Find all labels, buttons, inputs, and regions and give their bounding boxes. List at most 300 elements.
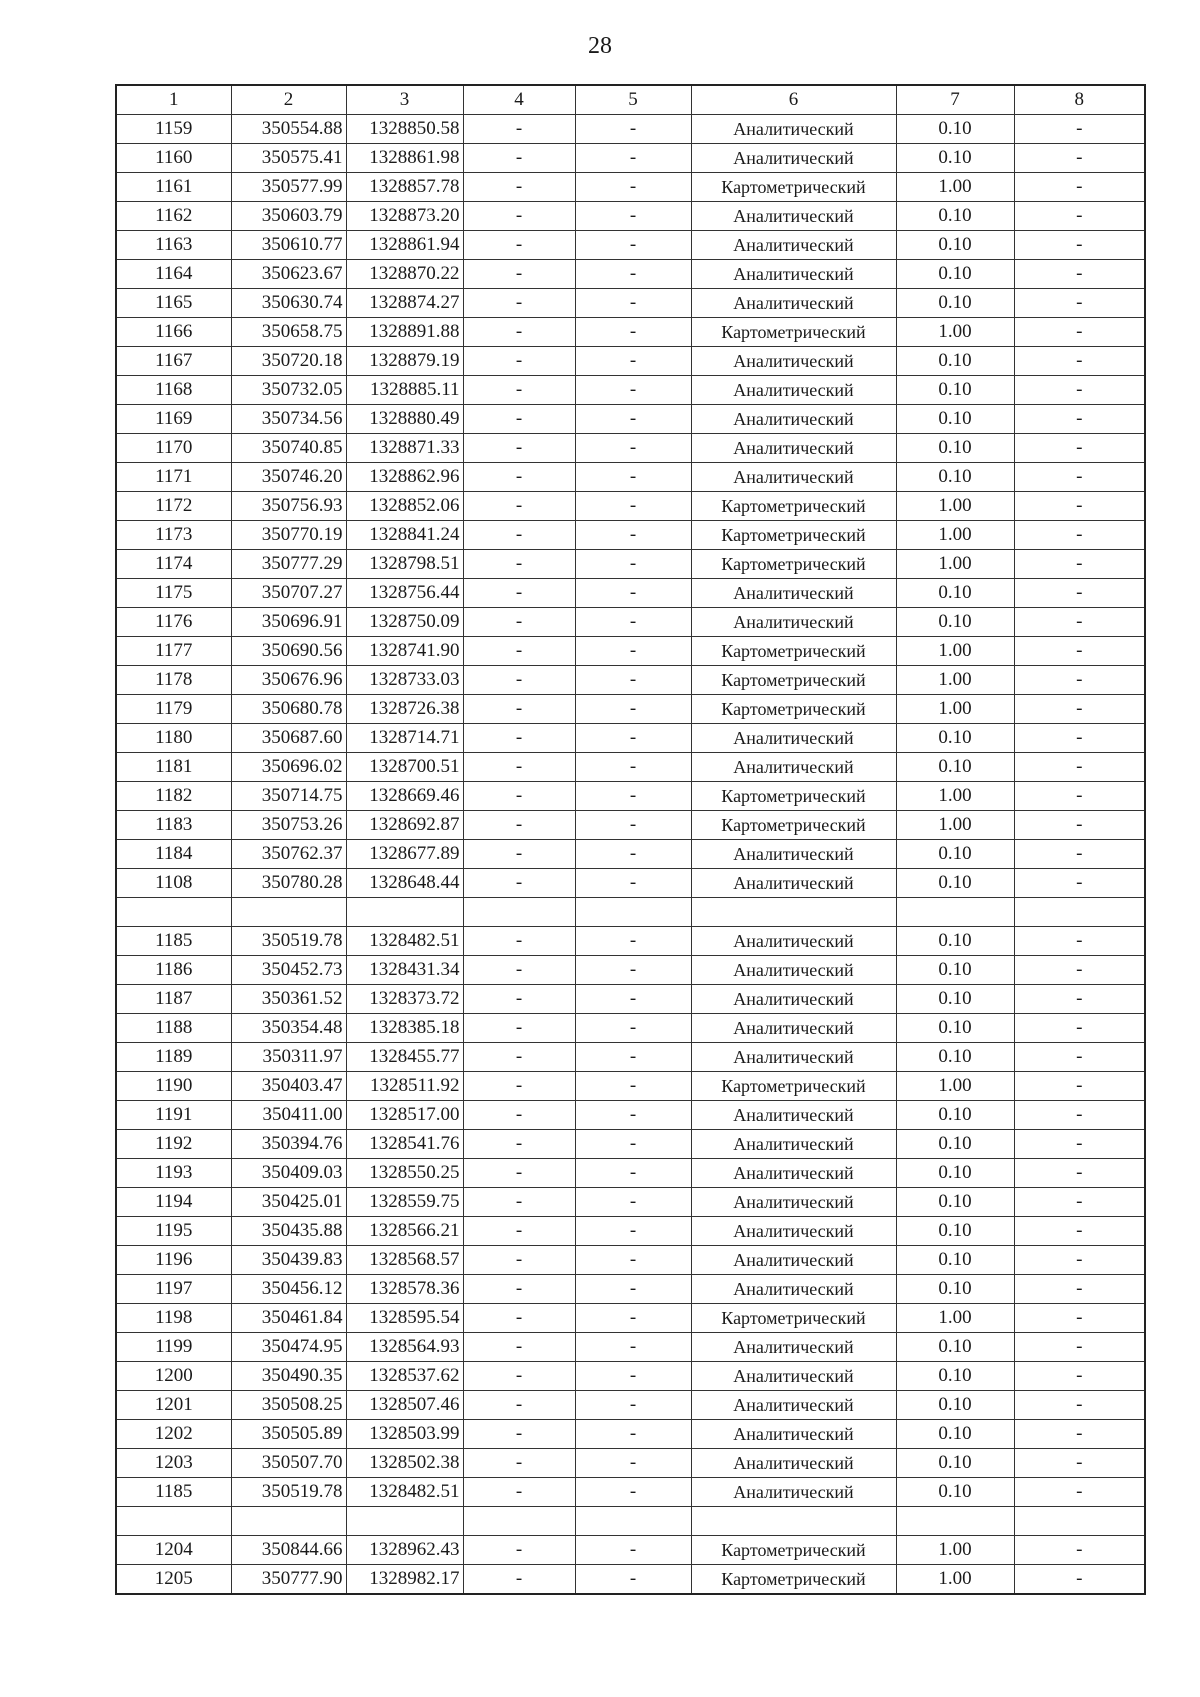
table-cell: 1166 — [116, 318, 231, 347]
table-cell: - — [575, 811, 691, 840]
table-row — [116, 1449, 1145, 1478]
table-cell: 350720.18 — [231, 347, 346, 376]
table-cell: 350753.26 — [231, 811, 346, 840]
table-cell: - — [575, 1188, 691, 1217]
table-cell: - — [463, 463, 575, 492]
table-cell: - — [575, 1304, 691, 1333]
table-cell: 1328861.98 — [346, 144, 463, 173]
table-cell: - — [575, 1014, 691, 1043]
table-cell: - — [575, 1449, 691, 1478]
table-cell: - — [463, 1449, 575, 1478]
table-row — [116, 1333, 1145, 1362]
table-cell: 1205 — [116, 1565, 231, 1595]
table-cell: - — [463, 666, 575, 695]
table-cell: Картометрический — [691, 492, 896, 521]
table-cell: 1176 — [116, 608, 231, 637]
table-cell: - — [1014, 1217, 1145, 1246]
table-cell: 1182 — [116, 782, 231, 811]
table-row — [116, 1246, 1145, 1275]
table-cell: Аналитический — [691, 956, 896, 985]
page-number: 28 — [588, 33, 612, 59]
table-cell: Аналитический — [691, 1391, 896, 1420]
table-cell: Аналитический — [691, 840, 896, 869]
table-cell: - — [1014, 521, 1145, 550]
table-cell: 1328669.46 — [346, 782, 463, 811]
table-cell: 0.10 — [896, 1391, 1014, 1420]
table-cell: 1328879.19 — [346, 347, 463, 376]
table-cell: 350780.28 — [231, 869, 346, 898]
table-cell: 1328566.21 — [346, 1217, 463, 1246]
table-row — [116, 289, 1145, 318]
table-cell: - — [1014, 637, 1145, 666]
table-cell: 1328692.87 — [346, 811, 463, 840]
table-cell: - — [575, 376, 691, 405]
table-cell: 1328962.43 — [346, 1536, 463, 1565]
table-cell: 1188 — [116, 1014, 231, 1043]
table-cell: Аналитический — [691, 405, 896, 434]
table-cell: 1328852.06 — [346, 492, 463, 521]
table-cell: - — [575, 521, 691, 550]
table-cell — [691, 1507, 896, 1536]
table-cell: - — [463, 115, 575, 144]
table-cell: - — [1014, 1333, 1145, 1362]
table-row — [116, 550, 1145, 579]
table-cell — [463, 1507, 575, 1536]
table-cell: 1328756.44 — [346, 579, 463, 608]
table-cell: 350311.97 — [231, 1043, 346, 1072]
table-row — [116, 1362, 1145, 1391]
table-cell: 0.10 — [896, 376, 1014, 405]
table-cell: - — [463, 637, 575, 666]
table-cell: 350658.75 — [231, 318, 346, 347]
table-cell: 0.10 — [896, 115, 1014, 144]
table-row — [116, 1304, 1145, 1333]
table-cell: - — [1014, 144, 1145, 173]
table-row — [116, 753, 1145, 782]
table-cell: 1328537.62 — [346, 1362, 463, 1391]
table-cell: - — [1014, 695, 1145, 724]
table-row — [116, 202, 1145, 231]
table-cell: 1197 — [116, 1275, 231, 1304]
table-cell: Аналитический — [691, 1101, 896, 1130]
table-cell: 1.00 — [896, 1536, 1014, 1565]
table-cell: 1.00 — [896, 666, 1014, 695]
table-cell — [463, 898, 575, 927]
table-cell: - — [463, 1304, 575, 1333]
table-cell: - — [1014, 782, 1145, 811]
table-cell: - — [575, 1072, 691, 1101]
table-cell: - — [463, 173, 575, 202]
table-cell: 0.10 — [896, 1449, 1014, 1478]
table-cell: Аналитический — [691, 115, 896, 144]
table-row — [116, 1565, 1145, 1595]
table-cell: 0.10 — [896, 405, 1014, 434]
table-row — [116, 1101, 1145, 1130]
table-cell: 350756.93 — [231, 492, 346, 521]
table-cell: - — [575, 1275, 691, 1304]
table-row — [116, 521, 1145, 550]
table-cell: 1181 — [116, 753, 231, 782]
table-cell: 1328880.49 — [346, 405, 463, 434]
table-cell: 0.10 — [896, 927, 1014, 956]
table-cell: 1328726.38 — [346, 695, 463, 724]
column-header-7: 7 — [896, 85, 1014, 115]
table-cell: 350508.25 — [231, 1391, 346, 1420]
table-cell: - — [463, 1536, 575, 1565]
table-cell: - — [1014, 956, 1145, 985]
table-cell: 1328874.27 — [346, 289, 463, 318]
table-cell: - — [575, 1565, 691, 1595]
table-cell: 1.00 — [896, 492, 1014, 521]
table-cell: 1328861.94 — [346, 231, 463, 260]
table-cell: Аналитический — [691, 1449, 896, 1478]
table-cell: - — [463, 376, 575, 405]
table-cell: 1177 — [116, 637, 231, 666]
table-cell: - — [1014, 1275, 1145, 1304]
table-cell: - — [1014, 173, 1145, 202]
table-cell: - — [463, 1217, 575, 1246]
table-row — [116, 927, 1145, 956]
table-cell: - — [463, 956, 575, 985]
table-cell: - — [463, 1043, 575, 1072]
table-cell: 1328891.88 — [346, 318, 463, 347]
table-row — [116, 463, 1145, 492]
table-cell: 0.10 — [896, 1275, 1014, 1304]
table-cell: - — [463, 550, 575, 579]
table-cell: 0.10 — [896, 260, 1014, 289]
table-row — [116, 1014, 1145, 1043]
table-row — [116, 1420, 1145, 1449]
table-row — [116, 115, 1145, 144]
table-cell: 1199 — [116, 1333, 231, 1362]
table-cell: 1169 — [116, 405, 231, 434]
table-cell: 1203 — [116, 1449, 231, 1478]
table-cell: - — [1014, 1391, 1145, 1420]
table-cell: - — [463, 1275, 575, 1304]
table-cell: Картометрический — [691, 1565, 896, 1595]
table-cell: - — [1014, 608, 1145, 637]
table-cell: - — [463, 869, 575, 898]
table-cell: - — [575, 1536, 691, 1565]
table-cell: 350575.41 — [231, 144, 346, 173]
column-header-6: 6 — [691, 85, 896, 115]
table-cell: - — [1014, 115, 1145, 144]
table-cell — [575, 898, 691, 927]
table-row — [116, 405, 1145, 434]
table-cell: - — [575, 202, 691, 231]
table-cell: 1328741.90 — [346, 637, 463, 666]
table-cell: 350732.05 — [231, 376, 346, 405]
table-cell: - — [463, 927, 575, 956]
table-cell: Картометрический — [691, 811, 896, 840]
table-cell: 1328507.46 — [346, 1391, 463, 1420]
table-row — [116, 1478, 1145, 1507]
table-cell: - — [463, 579, 575, 608]
table-cell: - — [463, 1188, 575, 1217]
table-cell: Аналитический — [691, 1362, 896, 1391]
table-cell: 1328455.77 — [346, 1043, 463, 1072]
table-cell: 1328700.51 — [346, 753, 463, 782]
table-cell: 0.10 — [896, 1014, 1014, 1043]
table-cell: 0.10 — [896, 1333, 1014, 1362]
table-cell: - — [463, 521, 575, 550]
table-cell: 350411.00 — [231, 1101, 346, 1130]
table-cell: 0.10 — [896, 1362, 1014, 1391]
table-cell: Картометрический — [691, 318, 896, 347]
table-cell: 0.10 — [896, 1101, 1014, 1130]
table-cell — [896, 1507, 1014, 1536]
table-cell: Аналитический — [691, 985, 896, 1014]
table-cell: - — [463, 1130, 575, 1159]
table-cell: - — [1014, 550, 1145, 579]
table-header — [116, 85, 1145, 115]
table-row — [116, 956, 1145, 985]
table-cell: - — [1014, 666, 1145, 695]
table-cell: 1328578.36 — [346, 1275, 463, 1304]
table-cell: - — [463, 202, 575, 231]
table-cell: 1328862.96 — [346, 463, 463, 492]
table-cell: 1328568.57 — [346, 1246, 463, 1275]
table-cell: 1187 — [116, 985, 231, 1014]
table-cell: 350690.56 — [231, 637, 346, 666]
table-cell: 1202 — [116, 1420, 231, 1449]
table-cell: 350403.47 — [231, 1072, 346, 1101]
table-cell: - — [575, 318, 691, 347]
table-cell: - — [463, 1101, 575, 1130]
table-cell: 1328431.34 — [346, 956, 463, 985]
table-cell: 1.00 — [896, 637, 1014, 666]
table-cell: 1.00 — [896, 1565, 1014, 1595]
table-cell: 0.10 — [896, 1159, 1014, 1188]
table-cell: Картометрический — [691, 550, 896, 579]
table-cell: - — [1014, 405, 1145, 434]
table-cell: - — [1014, 202, 1145, 231]
table-cell: - — [463, 1420, 575, 1449]
table-cell: Аналитический — [691, 289, 896, 318]
table-cell: Аналитический — [691, 753, 896, 782]
table-cell: 350770.19 — [231, 521, 346, 550]
table-cell: 1328798.51 — [346, 550, 463, 579]
table-cell: 0.10 — [896, 724, 1014, 753]
table-cell: - — [1014, 1043, 1145, 1072]
table-cell: - — [1014, 492, 1145, 521]
table-cell: - — [1014, 1565, 1145, 1595]
table-cell: 1170 — [116, 434, 231, 463]
table-cell: 350696.91 — [231, 608, 346, 637]
column-header-3: 3 — [346, 85, 463, 115]
table-cell: 1108 — [116, 869, 231, 898]
table-cell: 1328733.03 — [346, 666, 463, 695]
table-cell: - — [463, 782, 575, 811]
table-cell: 0.10 — [896, 985, 1014, 1014]
table-cell: Аналитический — [691, 434, 896, 463]
table-cell: 0.10 — [896, 753, 1014, 782]
table-cell: 350762.37 — [231, 840, 346, 869]
table-cell: - — [575, 695, 691, 724]
table-cell: 350603.79 — [231, 202, 346, 231]
table-cell: - — [463, 1333, 575, 1362]
table-row — [116, 1188, 1145, 1217]
table-cell: - — [1014, 579, 1145, 608]
table-cell: 1180 — [116, 724, 231, 753]
table-cell: 1160 — [116, 144, 231, 173]
table-cell: - — [575, 724, 691, 753]
table-row — [116, 1217, 1145, 1246]
separator-row — [116, 898, 1145, 927]
table-cell: - — [575, 869, 691, 898]
table-cell: - — [575, 1043, 691, 1072]
table-cell: - — [1014, 1159, 1145, 1188]
table-cell: 350505.89 — [231, 1420, 346, 1449]
table-cell: 1328541.76 — [346, 1130, 463, 1159]
table-row — [116, 1275, 1145, 1304]
table-cell: - — [463, 260, 575, 289]
table-cell: 1175 — [116, 579, 231, 608]
table-cell: 0.10 — [896, 434, 1014, 463]
table-cell: - — [1014, 840, 1145, 869]
table-cell: 1179 — [116, 695, 231, 724]
table-cell: - — [1014, 347, 1145, 376]
table-cell: - — [1014, 1449, 1145, 1478]
table-cell: 350354.48 — [231, 1014, 346, 1043]
table-cell: - — [463, 608, 575, 637]
table-cell: Картометрический — [691, 637, 896, 666]
table-cell: 1.00 — [896, 811, 1014, 840]
table-cell: - — [1014, 289, 1145, 318]
table-cell: 1193 — [116, 1159, 231, 1188]
table-cell: 350676.96 — [231, 666, 346, 695]
table-cell: - — [575, 115, 691, 144]
table-cell: - — [463, 1478, 575, 1507]
table-cell: 1328502.38 — [346, 1449, 463, 1478]
table-cell: - — [1014, 1014, 1145, 1043]
table-cell: 1189 — [116, 1043, 231, 1072]
table-cell: 1163 — [116, 231, 231, 260]
table-cell: - — [463, 695, 575, 724]
table-cell: - — [1014, 724, 1145, 753]
table-cell: 0.10 — [896, 1478, 1014, 1507]
table-cell: 350519.78 — [231, 1478, 346, 1507]
table-cell: 1195 — [116, 1217, 231, 1246]
table-row — [116, 1043, 1145, 1072]
table-cell: 1162 — [116, 202, 231, 231]
table-cell: 1196 — [116, 1246, 231, 1275]
table-cell: 350439.83 — [231, 1246, 346, 1275]
separator-row — [116, 1507, 1145, 1536]
table-cell: Аналитический — [691, 1333, 896, 1362]
table-cell: Аналитический — [691, 1275, 896, 1304]
table-row — [116, 347, 1145, 376]
table-cell: 350623.67 — [231, 260, 346, 289]
table-cell: 0.10 — [896, 1217, 1014, 1246]
table-cell — [116, 1507, 231, 1536]
table-cell: 1174 — [116, 550, 231, 579]
table-row — [116, 492, 1145, 521]
table-cell: 1328857.78 — [346, 173, 463, 202]
table-cell: - — [1014, 434, 1145, 463]
table-cell: - — [575, 434, 691, 463]
table-cell: - — [463, 231, 575, 260]
table-cell: 1204 — [116, 1536, 231, 1565]
table-cell: - — [463, 1362, 575, 1391]
table-cell: - — [1014, 1478, 1145, 1507]
table-cell: - — [463, 289, 575, 318]
table-cell: 0.10 — [896, 869, 1014, 898]
table-cell: 350777.29 — [231, 550, 346, 579]
table-cell: - — [575, 231, 691, 260]
table-cell: 350474.95 — [231, 1333, 346, 1362]
table-cell: - — [575, 260, 691, 289]
table-cell: 350844.66 — [231, 1536, 346, 1565]
table-cell: 0.10 — [896, 608, 1014, 637]
table-cell: Аналитический — [691, 724, 896, 753]
table-cell: - — [1014, 1101, 1145, 1130]
table-cell: 350734.56 — [231, 405, 346, 434]
table-cell: - — [575, 1420, 691, 1449]
table-cell: - — [1014, 231, 1145, 260]
table-cell: 350452.73 — [231, 956, 346, 985]
table-cell: 1328850.58 — [346, 115, 463, 144]
table-cell: Картометрический — [691, 1304, 896, 1333]
table-cell: Картометрический — [691, 521, 896, 550]
table-cell: 1328677.89 — [346, 840, 463, 869]
table-cell: 0.10 — [896, 347, 1014, 376]
table-cell: 0.10 — [896, 289, 1014, 318]
table-cell: - — [463, 840, 575, 869]
table-cell: 1178 — [116, 666, 231, 695]
table-cell: - — [1014, 753, 1145, 782]
table-cell: 1167 — [116, 347, 231, 376]
table-cell: 1328750.09 — [346, 608, 463, 637]
table-cell: 1328503.99 — [346, 1420, 463, 1449]
table-cell: - — [575, 927, 691, 956]
table-cell: 1.00 — [896, 550, 1014, 579]
table-cell: 1172 — [116, 492, 231, 521]
table-cell: 0.10 — [896, 579, 1014, 608]
table-cell: Аналитический — [691, 347, 896, 376]
table-cell: - — [575, 840, 691, 869]
table-cell: Аналитический — [691, 1014, 896, 1043]
table-cell: 1.00 — [896, 1304, 1014, 1333]
table-cell: Аналитический — [691, 260, 896, 289]
table-cell — [231, 898, 346, 927]
table-cell: - — [463, 405, 575, 434]
table-row — [116, 637, 1145, 666]
table-cell: - — [463, 1391, 575, 1420]
table-cell: - — [463, 724, 575, 753]
table-cell: - — [575, 1391, 691, 1420]
table-cell: 350746.20 — [231, 463, 346, 492]
table-cell — [1014, 898, 1145, 927]
table-cell: Аналитический — [691, 1159, 896, 1188]
table-cell: 1171 — [116, 463, 231, 492]
table-cell: Аналитический — [691, 927, 896, 956]
table-cell: 1194 — [116, 1188, 231, 1217]
table-cell: 1190 — [116, 1072, 231, 1101]
table-cell: - — [575, 1217, 691, 1246]
table-cell: 1161 — [116, 173, 231, 202]
table-cell: - — [1014, 463, 1145, 492]
table-cell: 350714.75 — [231, 782, 346, 811]
table-cell: 1328564.93 — [346, 1333, 463, 1362]
table-cell — [575, 1507, 691, 1536]
column-header-5: 5 — [575, 85, 691, 115]
table-cell — [231, 1507, 346, 1536]
table-row — [116, 144, 1145, 173]
table-cell: - — [575, 1362, 691, 1391]
table-cell: - — [1014, 927, 1145, 956]
table-cell: 0.10 — [896, 1420, 1014, 1449]
